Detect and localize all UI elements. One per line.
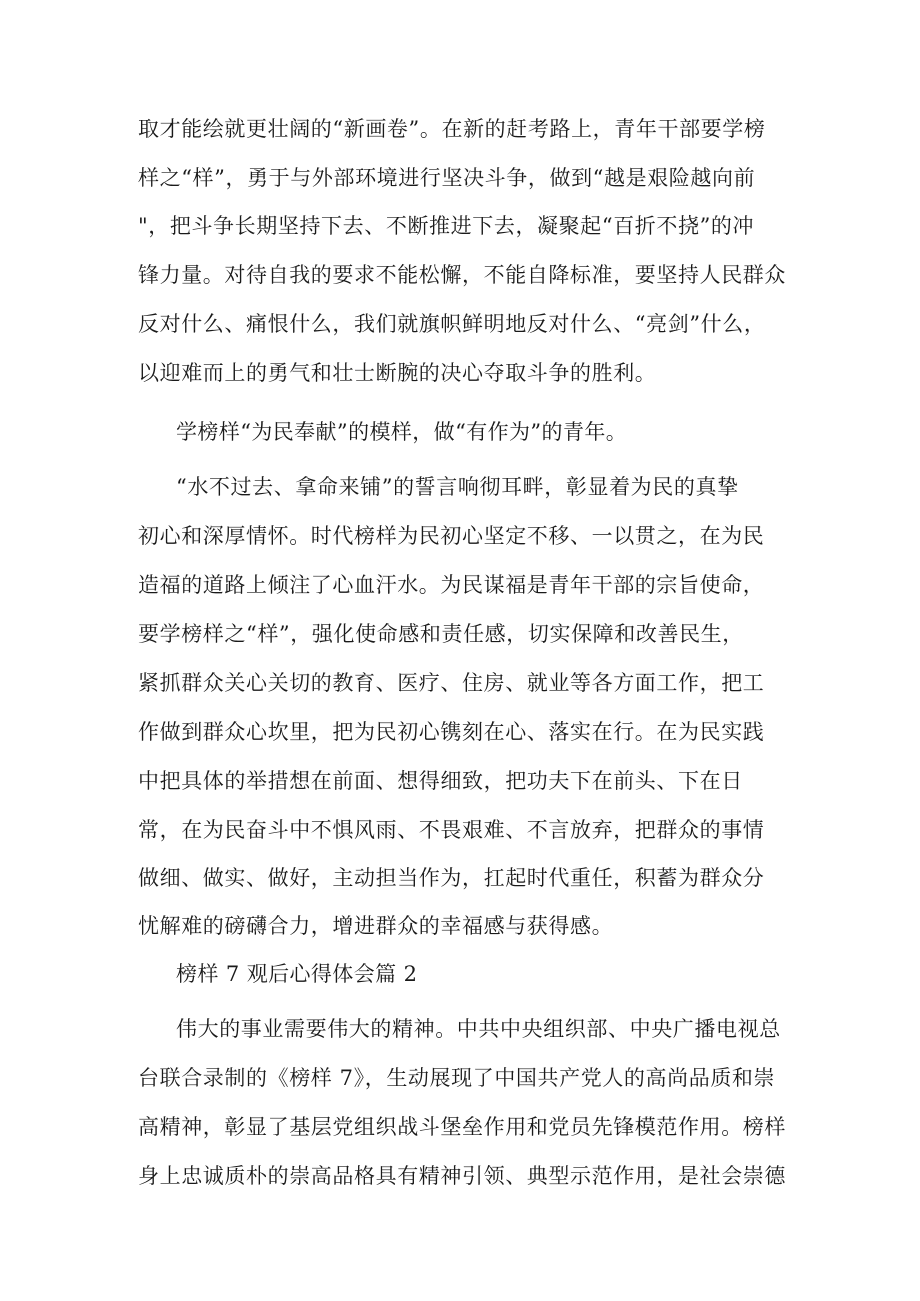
paragraph-3-line-2: 台联合录制的《榜样 7》，生动展现了中国共产党人的高尚品质和崇 <box>138 1066 776 1090</box>
paragraph-3-line-1: 伟大的事业需要伟大的精神。中共中央组织部、中央广播电视总 <box>176 1017 781 1041</box>
paragraph-2-line-3: 造福的道路上倾注了心血汗水。为民谋福是青年干部的宗旨使命， <box>138 573 765 597</box>
paragraph-1-line-6: 以迎难而上的勇气和壮士断腕的决心夺取斗争的胜利。 <box>138 361 657 385</box>
paragraph-1-line-3: "，把斗争长期坚持下去、不断推进下去，凝聚起“百折不挠”的冲 <box>138 214 755 238</box>
paragraph-2-line-2: 初心和深厚情怀。时代榜样为民初心坚定不移、一以贯之，在为民 <box>138 524 765 548</box>
paragraph-1-line-1: 取才能绘就更壮阔的“新画卷”。在新的赶考路上，青年干部要学榜 <box>138 117 766 141</box>
paragraph-2-line-4: 要学榜样之“样”，强化使命感和责任感，切实保障和改善民生， <box>138 622 744 646</box>
paragraph-2-line-8: 常，在为民奋斗中不惧风雨、不畏艰难、不言放弃，把群众的事情 <box>138 818 765 842</box>
paragraph-2-line-9: 做细、做实、做好，主动担当作为，扛起时代重任，积蓄为群众分 <box>138 866 765 890</box>
paragraph-3-line-3: 高精神，彰显了基层党组织战斗堡垒作用和党员先锋模范作用。榜样 <box>138 1115 786 1139</box>
paragraph-3-line-4: 身上忠诚质朴的崇高品格具有精神引领、典型示范作用，是社会崇德 <box>138 1164 786 1188</box>
paragraph-2-line-1: “水不过去、拿命来铺”的誓言响彻耳畔，彰显着为民的真挚 <box>176 475 739 499</box>
paragraph-1-line-5: 反对什么、痛恨什么，我们就旗帜鲜明地反对什么、“亮剑”什么， <box>138 312 766 336</box>
paragraph-2-line-5: 紧抓群众关心关切的教育、医疗、住房、就业等各方面工作，把工 <box>138 671 765 695</box>
paragraph-2-line-6: 作做到群众心坎里，把为民初心镌刻在心、落实在行。在为民实践 <box>138 720 765 744</box>
paragraph-1-line-2: 样之“样”，勇于与外部环境进行坚决斗争，做到“越是艰险越向前 <box>138 166 756 190</box>
subheading-1: 学榜样“为民奉献”的模样，做“有作为”的青年。 <box>176 420 628 444</box>
paragraph-1-line-4: 锋力量。对待自我的要求不能松懈，不能自降标准，要坚持人民群众 <box>138 263 786 287</box>
paragraph-2-line-10: 忧解难的磅礴合力，增进群众的幸福感与获得感。 <box>138 914 614 938</box>
section-title: 榜样 7 观后心得体会篇 2 <box>176 962 418 986</box>
paragraph-2-line-7: 中把具体的举措想在前面、想得细致，把功夫下在前头、下在日 <box>138 769 743 793</box>
